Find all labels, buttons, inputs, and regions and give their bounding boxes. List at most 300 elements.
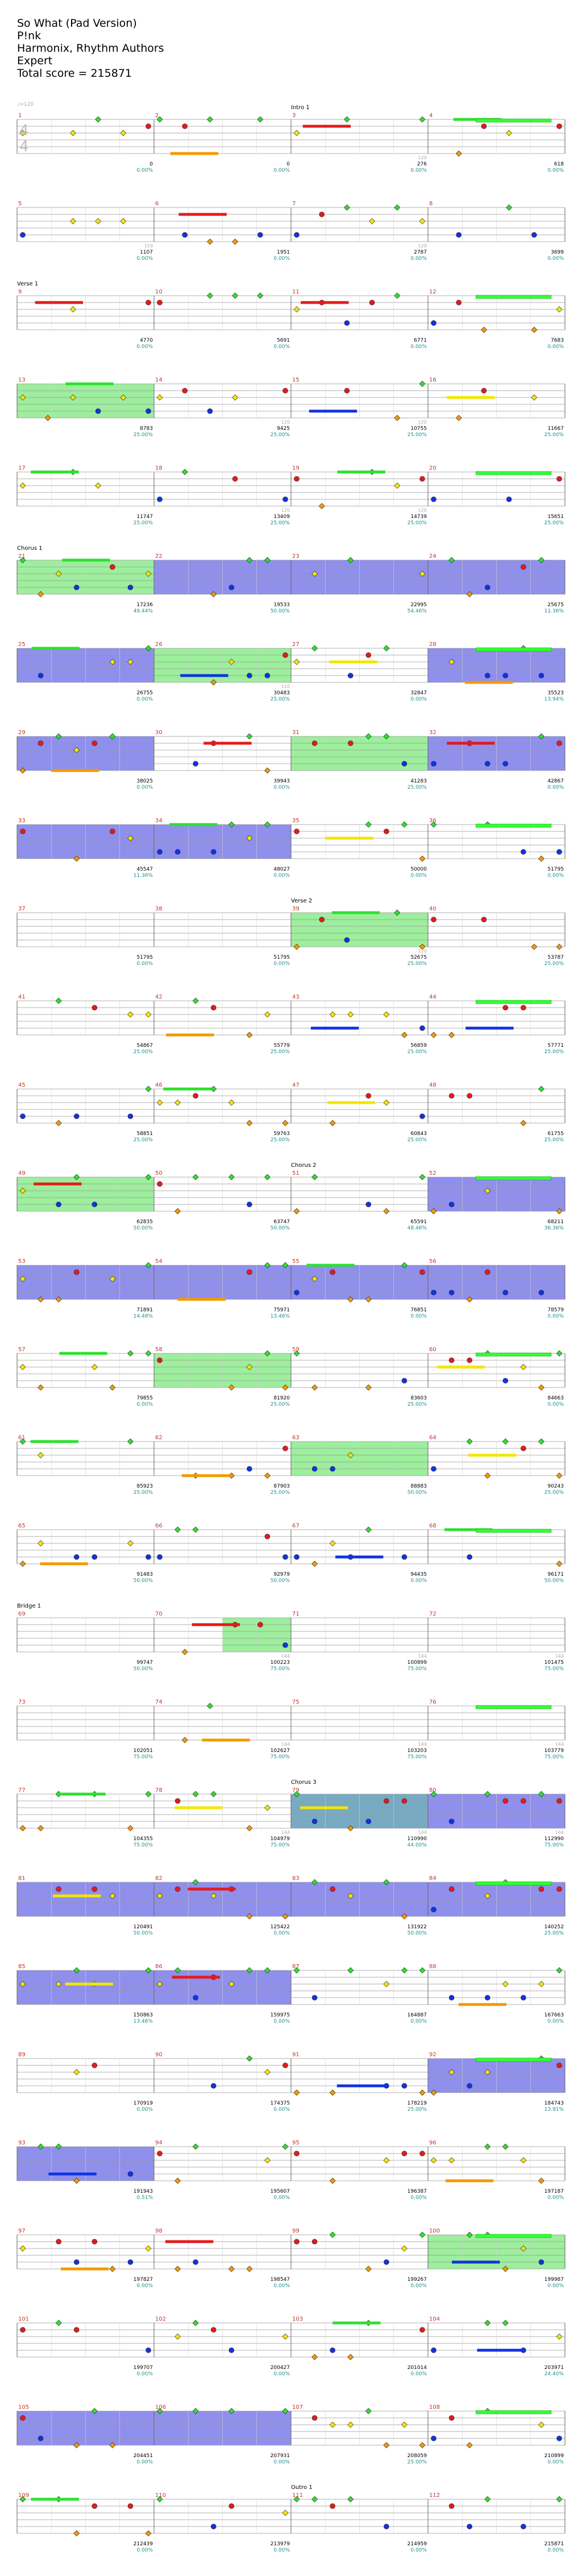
measure-mult: 0.00% — [410, 2019, 427, 2024]
kick-note — [56, 1120, 61, 1126]
measure-mult: 44.00% — [407, 1842, 427, 1848]
measure-number: 38 — [155, 906, 163, 912]
measure-score: 276 — [417, 161, 427, 167]
blue-note — [449, 1290, 454, 1295]
kick-note — [312, 2354, 318, 2360]
blue-note — [557, 850, 562, 855]
kick-note — [384, 1208, 389, 1214]
measure-score: 48027 — [273, 867, 290, 872]
measure-number: 92 — [429, 2052, 436, 2058]
measure-mult: 50.00% — [270, 1578, 290, 1584]
measure-score: 85923 — [136, 1484, 153, 1489]
measure-number: 59 — [292, 1347, 300, 1353]
bpm-label: 144 — [418, 1742, 427, 1747]
blue-note — [128, 2172, 133, 2177]
measure-row — [17, 2320, 565, 2360]
sustain-bar — [452, 2261, 500, 2264]
blue-note — [247, 1202, 252, 1207]
green-cymbal-note — [502, 2144, 508, 2150]
green-cymbal-note — [207, 1703, 213, 1709]
measure-number: 109 — [18, 2492, 30, 2499]
measure-mult: 50.00% — [133, 1225, 153, 1231]
song-title: So What (Pad Version) — [17, 17, 137, 30]
measure-mult: 0.00% — [410, 2548, 427, 2553]
measure-mult: 75.00% — [544, 1754, 564, 1760]
measure-score: 59763 — [273, 1131, 290, 1137]
measure-number: 66 — [155, 1523, 163, 1529]
measure-score: 102051 — [133, 1748, 153, 1754]
red-note — [294, 829, 300, 834]
measure-number: 79 — [292, 1787, 300, 1794]
green-cymbal-note — [182, 469, 188, 475]
red-note — [330, 2504, 335, 2509]
kick-note — [232, 239, 238, 245]
blue-note — [56, 1202, 61, 1207]
section-label: Chorus 1 — [17, 545, 43, 552]
sustain-bar — [53, 1895, 101, 1898]
green-cymbal-note — [419, 117, 425, 122]
measure-number: 39 — [292, 906, 300, 912]
blue-note — [74, 585, 79, 590]
sustain-bar — [31, 2498, 78, 2501]
green-cymbal-note — [365, 822, 371, 827]
measure-score: 32847 — [410, 690, 427, 696]
measure-mult: 25.00% — [407, 961, 427, 967]
measure-mult: 25.00% — [544, 432, 564, 438]
red-note — [92, 2504, 97, 2509]
time-sig-bottom: 4 — [19, 138, 29, 155]
measure-score: 81920 — [273, 1395, 290, 1401]
measure-score: 4770 — [140, 338, 153, 343]
measure-number: 29 — [18, 730, 26, 736]
red-note — [247, 1270, 252, 1275]
measure-score: 197187 — [544, 2189, 564, 2194]
measure-mult: 25.00% — [270, 697, 290, 702]
measure-mult: 13.46% — [133, 2019, 153, 2024]
yellow-cymbal-note — [330, 1012, 335, 1017]
red-note — [420, 477, 425, 482]
measure-score: 76851 — [410, 1307, 427, 1313]
measure-mult: 50.00% — [270, 1225, 290, 1231]
measure-mult: 0.00% — [136, 697, 153, 702]
green-cymbal-note — [146, 1351, 151, 1356]
bpm-label: 120 — [418, 243, 427, 249]
blue-note — [20, 233, 26, 238]
measure-number: 68 — [429, 1523, 436, 1529]
red-note — [557, 2063, 562, 2068]
red-note — [110, 829, 115, 834]
measure-mult: 48.46% — [407, 1225, 427, 1231]
red-note — [211, 1005, 216, 1010]
red-note — [467, 1358, 472, 1363]
blue-note — [38, 2436, 43, 2441]
measure-number: 67 — [292, 1523, 300, 1529]
measure-number: 49 — [18, 1170, 26, 1177]
song-charter: Harmonix, Rhythm Authors — [17, 42, 164, 55]
kick-note — [175, 1208, 181, 1214]
green-cymbal-note — [146, 1791, 151, 1797]
red-note — [128, 2504, 133, 2509]
measure-mult: 75.00% — [133, 1842, 153, 1848]
red-note — [232, 477, 238, 482]
measure-score: 104979 — [270, 1836, 290, 1842]
measure-score: 61755 — [547, 1131, 564, 1137]
blue-note — [431, 761, 436, 767]
red-note — [294, 2151, 300, 2156]
red-note — [521, 1446, 526, 1451]
kick-note — [20, 1561, 26, 1567]
measure-mult: 0.00% — [547, 1314, 564, 1319]
measure-mult: 0.00% — [136, 2548, 153, 2553]
yellow-cymbal-note — [95, 483, 101, 488]
measure-score: 78579 — [547, 1307, 564, 1313]
yellow-cymbal-note — [95, 218, 101, 224]
measure-score: 100899 — [407, 1660, 427, 1666]
measure-number: 102 — [155, 2316, 167, 2322]
kick-note — [531, 944, 537, 950]
measure-mult: 25.00% — [407, 1049, 427, 1055]
blue-note — [182, 233, 188, 238]
measure-number: 58 — [155, 1347, 163, 1353]
sustain-bar — [306, 1264, 354, 1267]
measure-score: 92979 — [273, 1572, 290, 1577]
red-note — [431, 917, 436, 922]
measure-number: 99 — [292, 2228, 300, 2234]
red-note — [294, 477, 300, 482]
blue-note — [175, 850, 180, 855]
kick-note — [431, 1032, 436, 1038]
measure-number: 27 — [292, 641, 300, 648]
yellow-cymbal-note — [232, 395, 238, 400]
blue-note — [74, 2260, 79, 2265]
measure-mult: 0.00% — [410, 1314, 427, 1319]
measure-row — [17, 1527, 565, 1567]
kick-note — [312, 1561, 318, 1567]
blue-note — [312, 1467, 317, 1472]
measure-number: 12 — [429, 289, 436, 295]
measure-mult: 0.00% — [273, 2019, 290, 2024]
bpm-label: 120 — [281, 420, 290, 425]
measure-score: 178219 — [407, 2101, 427, 2106]
kick-note — [538, 856, 544, 862]
blue-note — [456, 233, 462, 238]
kick-note — [282, 1120, 288, 1126]
measure-mult: 0.00% — [547, 256, 564, 262]
measure-score: 15651 — [547, 514, 564, 520]
green-cymbal-note — [312, 2496, 318, 2502]
blue-note — [503, 673, 508, 678]
sustain-bar — [202, 1739, 250, 1742]
blue-note — [265, 673, 270, 678]
kick-note — [182, 1737, 188, 1743]
measure-row — [17, 1439, 565, 1478]
blue-note — [294, 1290, 300, 1295]
yellow-cymbal-note — [157, 1100, 163, 1105]
yellow-cymbal-note — [556, 2334, 562, 2339]
sustain-bar — [32, 647, 80, 650]
measure-number: 83 — [292, 1875, 300, 1882]
measure-mult: 25.00% — [407, 1137, 427, 1143]
red-note — [92, 1887, 97, 1892]
blue-note — [294, 1555, 300, 1560]
measure-number: 73 — [18, 1699, 26, 1705]
measure-number: 17 — [18, 465, 26, 471]
yellow-cymbal-note — [20, 1364, 26, 1370]
kick-note — [330, 2090, 335, 2095]
yellow-cymbal-note — [175, 1100, 181, 1105]
blue-note — [157, 497, 163, 502]
measure-number: 61 — [18, 1435, 26, 1441]
sustain-bar — [163, 1088, 211, 1091]
red-note — [521, 1799, 526, 1804]
red-note — [369, 300, 375, 305]
yellow-cymbal-note — [20, 2246, 26, 2251]
green-cymbal-note — [467, 1439, 472, 1444]
measure-mult: 0.00% — [273, 2283, 290, 2289]
measure-mult: 0.00% — [273, 2195, 290, 2201]
sustain-bar — [327, 1101, 375, 1104]
blue-note — [74, 1555, 79, 1560]
sustain-bar — [465, 1027, 513, 1030]
sustain-bar — [309, 410, 357, 413]
sustain-bar — [31, 1440, 78, 1443]
measure-number: 98 — [155, 2228, 163, 2234]
measure-number: 40 — [429, 906, 436, 912]
measure-score: 3699 — [551, 250, 564, 255]
green-cymbal-note — [193, 2320, 198, 2326]
blue-note — [539, 2260, 544, 2265]
green-cymbal-note — [394, 293, 400, 299]
red-note — [283, 653, 288, 658]
measure-number: 72 — [429, 1611, 436, 1617]
red-note — [157, 300, 163, 305]
yellow-cymbal-note — [157, 395, 163, 400]
yellow-cymbal-note — [70, 307, 76, 312]
red-note — [193, 1094, 198, 1099]
measure-row — [17, 557, 565, 597]
green-cymbal-note — [401, 822, 407, 827]
red-note — [449, 1094, 454, 1099]
measure-score: 75971 — [273, 1307, 290, 1313]
measure-score: 11747 — [136, 514, 153, 520]
green-cymbal-note — [232, 293, 238, 299]
blue-note — [467, 2524, 472, 2529]
red-note — [92, 1005, 97, 1010]
kick-note — [384, 2442, 389, 2448]
measure-mult: 50.00% — [544, 1578, 564, 1584]
measure-score: 22995 — [410, 602, 427, 608]
measure-number: 34 — [155, 818, 163, 824]
green-cymbal-note — [207, 293, 213, 299]
measure-score: 120491 — [133, 1924, 153, 1930]
blue-note — [402, 1378, 407, 1384]
sustain-bar — [188, 1888, 235, 1891]
measure-mult: 0.00% — [136, 344, 153, 350]
measure-score: 5691 — [277, 338, 290, 343]
measure-row — [17, 205, 565, 245]
measure-number: 47 — [292, 1082, 300, 1088]
yellow-cymbal-note — [401, 2246, 407, 2251]
green-cymbal-note — [384, 645, 389, 651]
measure-score: 199267 — [407, 2277, 427, 2283]
measure-number: 94 — [155, 2140, 163, 2146]
bpm-label: 120 — [418, 508, 427, 513]
green-cymbal-note — [282, 2144, 288, 2150]
blue-note — [449, 1202, 454, 1207]
measure-number: 24 — [429, 553, 436, 560]
red-note — [283, 388, 288, 394]
red-note — [283, 2063, 288, 2068]
sustain-bar — [165, 2240, 213, 2243]
red-note — [557, 741, 562, 746]
blue-note — [207, 409, 213, 414]
measure-number: 21 — [18, 553, 26, 560]
sustain-bar — [61, 2268, 109, 2271]
blue-note — [257, 233, 263, 238]
measure-row — [17, 469, 565, 509]
red-note — [449, 2504, 454, 2509]
yellow-cymbal-note — [120, 218, 126, 224]
measure-score: 90243 — [547, 1484, 564, 1489]
section-label: Bridge 1 — [17, 1603, 41, 1609]
yellow-cymbal-note — [384, 1100, 389, 1105]
measure-score: 84663 — [547, 1395, 564, 1401]
measure-number: 32 — [429, 730, 436, 736]
kick-note — [538, 1385, 544, 1390]
measure-score: 195607 — [270, 2189, 290, 2194]
sustain-bar — [437, 1366, 485, 1369]
blue-note — [366, 1202, 371, 1207]
kick-note — [110, 2266, 115, 2272]
measure-mult: 25.00% — [407, 2107, 427, 2113]
yellow-cymbal-note — [348, 2422, 354, 2428]
measure-score: 96171 — [547, 1572, 564, 1577]
blue-note — [344, 938, 350, 943]
blue-note — [283, 1643, 288, 1648]
measure-mult: 25.00% — [544, 1490, 564, 1496]
yellow-cymbal-note — [401, 2422, 407, 2428]
measure-score: 213979 — [270, 2541, 290, 2547]
blue-note — [283, 497, 288, 502]
blue-note — [506, 497, 512, 502]
measure-number: 95 — [292, 2140, 300, 2146]
blue-note — [431, 1907, 436, 1912]
yellow-cymbal-note — [264, 2069, 270, 2075]
measure-row — [17, 2232, 565, 2272]
sustain-bar — [57, 1793, 105, 1796]
measure-mult: 0.00% — [136, 961, 153, 967]
green-cymbal-note — [257, 293, 263, 299]
blue-note — [348, 673, 353, 678]
measure-mult: 25.00% — [270, 520, 290, 526]
measure-number: 104 — [429, 2316, 440, 2322]
red-note — [557, 477, 562, 482]
bpm-label: 120 — [418, 949, 427, 954]
red-note — [92, 2239, 97, 2244]
green-cymbal-note — [228, 1174, 234, 1180]
measure-mult: 0.51% — [136, 2195, 153, 2201]
measure-score: 79855 — [136, 1395, 153, 1401]
bpm-label: 120 — [281, 508, 290, 513]
yellow-cymbal-note — [74, 2069, 80, 2075]
kick-note — [456, 415, 462, 421]
yellow-cymbal-note — [127, 1012, 133, 1017]
measure-score: 170919 — [133, 2101, 153, 2106]
measure-number: 81 — [18, 1875, 26, 1882]
green-cymbal-note — [419, 2232, 425, 2238]
measure-mult: 0.00% — [273, 256, 290, 262]
measure-mult: 75.00% — [407, 1754, 427, 1760]
red-note — [312, 741, 317, 746]
green-cymbal-note — [330, 2232, 335, 2238]
blue-note — [431, 2348, 436, 2353]
measure-mult: 50.00% — [133, 1578, 153, 1584]
measure-mult: 50.00% — [407, 1490, 427, 1496]
blue-note — [402, 1555, 407, 1560]
sustain-bar — [48, 2173, 96, 2176]
red-note — [182, 124, 188, 129]
blue-note — [539, 673, 544, 678]
red-note — [521, 565, 526, 570]
blue-note — [449, 1819, 454, 1824]
measure-mult: 25.00% — [407, 2459, 427, 2465]
yellow-cymbal-note — [384, 1981, 389, 1987]
measure-score: 0 — [286, 161, 290, 167]
kick-note — [556, 944, 562, 950]
measure-mult: 0.00% — [136, 2283, 153, 2289]
sustain-bar — [178, 213, 226, 216]
kick-note — [365, 1385, 371, 1390]
kick-note — [348, 2354, 354, 2360]
red-note — [503, 1799, 508, 1804]
yellow-cymbal-note — [330, 1540, 335, 1546]
measure-number: 50 — [155, 1170, 163, 1177]
green-cymbal-note — [485, 2496, 490, 2502]
kick-note — [319, 503, 325, 509]
red-note — [420, 2151, 425, 2156]
measure-mult: 0.00% — [273, 785, 290, 790]
sustain-bar — [468, 1454, 516, 1457]
measure-number: 103 — [292, 2316, 304, 2322]
green-cymbal-note — [538, 1439, 544, 1444]
blue-note — [247, 1467, 252, 1472]
sustain-bar — [180, 674, 228, 677]
star-power-phrase — [476, 2411, 551, 2414]
measure-row — [17, 2496, 565, 2536]
measure-mult: 25.00% — [133, 1490, 153, 1496]
sustain-bar — [166, 1034, 214, 1037]
green-cymbal-note — [348, 2496, 354, 2502]
green-cymbal-note — [127, 1351, 133, 1356]
measure-score: 94435 — [410, 1572, 427, 1577]
red-note — [229, 2504, 234, 2509]
measure-score: 10755 — [410, 426, 427, 432]
measure-number: 78 — [155, 1787, 163, 1794]
measure-score: 214959 — [407, 2541, 427, 2547]
measure-score: 7683 — [551, 338, 564, 343]
red-note — [92, 2063, 97, 2068]
sustain-bar — [182, 1475, 230, 1477]
total-score: Total score = 215871 — [17, 67, 132, 80]
kick-note — [419, 856, 425, 862]
measure-score: 103779 — [544, 1748, 564, 1754]
measure-mult: 25.00% — [407, 785, 427, 790]
kick-note — [330, 2178, 335, 2184]
yellow-cymbal-note — [70, 218, 76, 224]
measure-number: 1 — [18, 113, 22, 119]
measure-number: 5 — [18, 201, 22, 207]
blue-note — [92, 1202, 97, 1207]
